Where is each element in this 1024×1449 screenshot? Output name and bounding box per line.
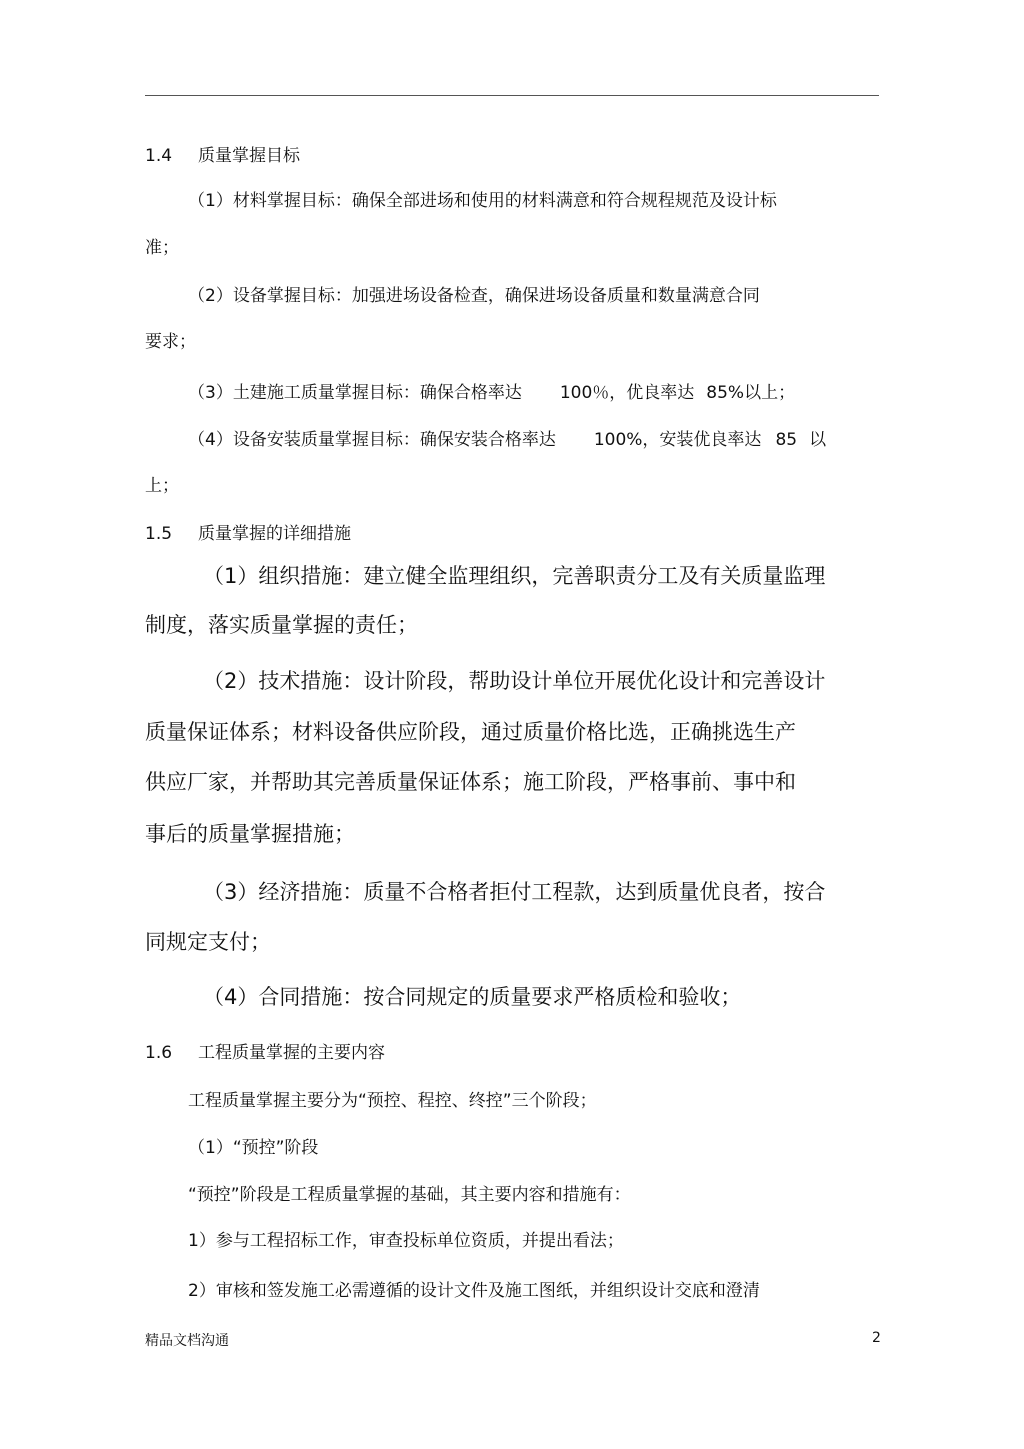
section-1-4-heading: 1.4 质量掌握目标 — [145, 146, 300, 166]
paragraph-material-target-cont: 准； — [145, 238, 179, 258]
paragraph-stages: 工程质量掌握主要分为“预控、程控、终控”三个阶段； — [188, 1091, 597, 1111]
paragraph-civil-target: （3）土建施工质量掌握目标：确保合格率达 100％，优良率达 85%以上； — [188, 383, 796, 403]
measure-organization: （1）组织措施：建立健全监理组织，完善职责分工及有关质量监理 — [203, 564, 826, 588]
measure-contract: （4）合同措施：按合同规定的质量要求严格质检和验收； — [203, 985, 742, 1009]
measure-organization-cont: 制度，落实质量掌握的责任； — [145, 613, 418, 637]
measure-technical-line2: 质量保证体系；材料设备供应阶段，通过质量价格比选，正确挑选生产 — [145, 720, 796, 744]
measure-technical-line4: 事后的质量掌握措施； — [145, 822, 355, 846]
section-1-5-heading: 1.5 质量掌握的详细措施 — [145, 524, 351, 544]
page-number: 2 — [872, 1330, 881, 1346]
paragraph-material-target: （1）材料掌握目标：确保全部进场和使用的材料满意和符合规程规范及设计标 — [188, 191, 777, 211]
paragraph-precontrol-title: （1）“预控”阶段 — [188, 1138, 319, 1158]
measure-technical-line3: 供应厂家，并帮助其完善质量保证体系；施工阶段，严格事前、事中和 — [145, 770, 796, 794]
paragraph-precontrol-desc: “预控”阶段是工程质量掌握的基础，其主要内容和措施有： — [188, 1185, 631, 1205]
list-item-1: 1）参与工程招标工作，审查投标单位资质，并提出看法； — [188, 1231, 624, 1251]
header-rule — [145, 95, 879, 96]
measure-economic: （3）经济措施：质量不合格者拒付工程款，达到质量优良者，按合 — [203, 880, 826, 904]
paragraph-equipment-target-cont: 要求； — [145, 332, 196, 352]
measure-economic-cont: 同规定支付； — [145, 930, 271, 954]
list-item-2: 2）审核和签发施工必需遵循的设计文件及施工图纸，并组织设计交底和澄清 — [188, 1281, 760, 1301]
measure-technical: （2）技术措施：设计阶段，帮助设计单位开展优化设计和完善设计 — [203, 669, 826, 693]
paragraph-install-target-cont: 上； — [145, 476, 179, 496]
paragraph-install-target: （4）设备安装质量掌握目标：确保安装合格率达 100%，安装优良率达 85 以 — [188, 430, 827, 450]
footer-label: 精品文档沟通 — [145, 1333, 229, 1349]
section-1-6-heading: 1.6 工程质量掌握的主要内容 — [145, 1043, 385, 1063]
paragraph-equipment-target: （2）设备掌握目标：加强进场设备检查，确保进场设备质量和数量满意合同 — [188, 286, 760, 306]
